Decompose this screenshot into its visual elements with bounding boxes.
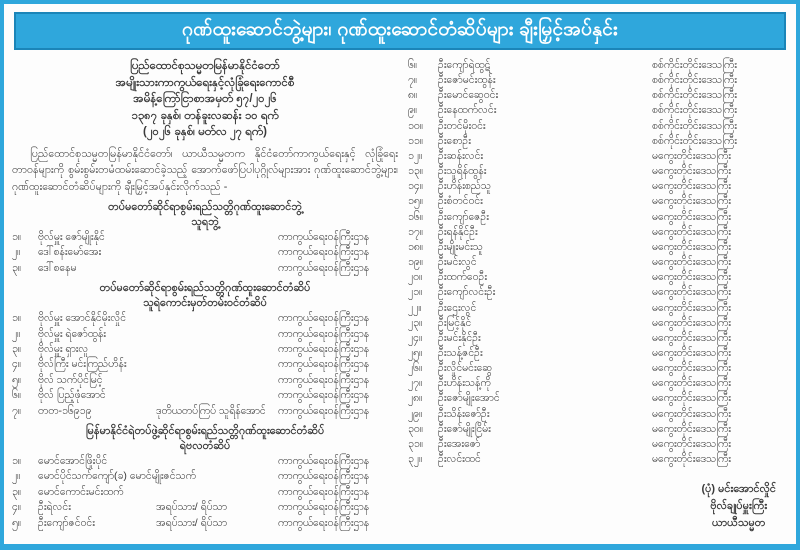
list-item: [408, 58, 784, 73]
item-name: ဗိုလ်မှူး ရဲဇော်ထွန်း: [38, 327, 106, 340]
list-item: [12, 500, 398, 515]
section-3-subtitle: ရဲဗလတံဆိပ်: [179, 440, 231, 453]
list-item: [408, 391, 784, 406]
item-number: ၁၅။: [408, 195, 423, 208]
item-detail: [156, 311, 278, 326]
item-number: ၄။: [12, 501, 22, 514]
list-item: [408, 316, 784, 331]
item-number: ၁၀။: [408, 119, 423, 132]
list-item: [408, 103, 784, 118]
item-name: မောင်ပိုင်သက်ကျော်(ခ) မောင်မျိုးဇင်သက်: [38, 470, 197, 483]
item-number: ၁၉။: [408, 256, 423, 269]
item-organization: မကွေးတိုင်းဒေသကြီး: [652, 195, 731, 208]
item-organization: မကွေးတိုင်းဒေသကြီး: [652, 256, 731, 269]
document-body: [4, 56, 796, 532]
item-name: ဗိုလ်မှူး အောင်နိုင်မိုးလှိုင်: [38, 312, 127, 325]
list-item: [408, 361, 784, 376]
item-organization: မကွေးတိုင်းဒေသကြီး: [652, 180, 731, 193]
list-item: [12, 516, 398, 531]
section-2-list: [12, 311, 398, 419]
left-column: [12, 58, 404, 532]
section-1-subtitle: သူရဘွဲ့: [191, 216, 219, 228]
item-name: ဦးဌေးလွင်: [438, 301, 477, 314]
item-detail: [156, 373, 278, 388]
item-organization: မကွေးတိုင်းဒေသကြီး: [652, 331, 731, 344]
heading-line: ၁၃၈၇ ခုနှစ်၊ တန်ခူးလဆန်း ၁၀ ရက်: [131, 109, 279, 122]
list-item: [408, 301, 784, 316]
item-organization: ကာကွယ်ရေးဝန်ကြီးဌာန: [278, 327, 370, 340]
list-item: [12, 454, 398, 469]
item-name: မောင်ကောင်းမင်းထက်: [38, 485, 124, 498]
item-name: ဦးသူရိန်ထွန်း: [438, 165, 487, 178]
item-number: ၃။: [12, 343, 22, 356]
list-item: [12, 245, 398, 260]
item-name: ဦးလင်းထင်: [438, 453, 481, 466]
item-number: ၅။: [12, 516, 22, 529]
item-organization: မကွေးတိုင်းဒေသကြီး: [652, 407, 731, 420]
item-organization: မကွေးတိုင်းဒေသကြီး: [652, 422, 731, 435]
item-name: ဦးသိန်းဇော်ဦး: [438, 407, 490, 420]
item-organization: မကွေးတိုင်းဒေသကြီး: [652, 346, 731, 359]
item-organization: ကာကွယ်ရေးဝန်ကြီးဌာန: [278, 404, 370, 417]
list-item: [408, 285, 784, 300]
item-detail: [156, 261, 278, 276]
item-name: ဦးကျော်ရဲထွဋ်: [438, 59, 491, 71]
item-number: ၂၁။: [408, 286, 423, 299]
item-organization: ကာကွယ်ရေးဝန်ကြီးဌာန: [278, 389, 370, 402]
list-item: [408, 134, 784, 149]
signatory-name: (ပုံ) မင်းအောင်လှိုင်: [701, 483, 776, 496]
item-organization: စစ်ကိုင်းတိုင်းဒေသကြီး: [652, 89, 737, 102]
item-detail: [156, 342, 278, 357]
item-organization: ကာကွယ်ရေးဝန်ကြီးဌာန: [278, 455, 370, 468]
item-number: ၂၆။: [408, 362, 423, 375]
list-item: [408, 164, 784, 179]
list-item: [408, 210, 784, 225]
list-item: [12, 261, 398, 276]
item-number: ၂၅။: [408, 346, 423, 359]
list-item: [408, 255, 784, 270]
item-number: ၇။: [12, 404, 22, 417]
item-detail: [156, 327, 278, 342]
item-name: ဦးဟိန်းစည်သူ: [438, 180, 492, 193]
list-item: [12, 388, 398, 403]
item-name: ဦးစံတင်ဝင်း: [438, 195, 483, 208]
list-item: [12, 327, 398, 342]
item-number: ၃။: [12, 485, 22, 498]
item-organization: မကွေးတိုင်းဒေသကြီး: [652, 165, 731, 178]
heading-line: ပြည်ထောင်စုသမ္မတမြန်မာနိုင်ငံတော်: [129, 60, 281, 72]
item-organization: မကွေးတိုင်းဒေသကြီး: [652, 377, 731, 390]
item-number: ၁၇။: [408, 225, 423, 238]
item-number: ၃၁။: [408, 437, 423, 450]
item-number: ၂။: [12, 470, 21, 483]
item-number: ၇။: [408, 74, 418, 87]
item-name: ဦးရန်နိုင်ဦး: [438, 225, 478, 238]
item-organization: မကွေးတိုင်းဒေသကြီး: [652, 392, 731, 405]
item-organization: ကာကွယ်ရေးဝန်ကြီးဌာန: [278, 485, 370, 498]
item-detail: [156, 485, 278, 500]
item-number: ၁၁။: [408, 134, 423, 147]
item-organization: ကာကွယ်ရေးဝန်ကြီးဌာန: [278, 343, 370, 356]
title-banner: [14, 12, 786, 50]
item-name: ဦးနေထက်လင်း: [438, 104, 497, 117]
item-name: ဦးမျိုးမင်းသူ: [438, 240, 483, 253]
section-1-title: တပ်မတော်ဆိုင်ရာစွမ်းရည်သတ္တိဂုဏ်ထူးဆောင်ဘွဲ့: [108, 201, 302, 213]
item-number: ၁။: [12, 455, 22, 468]
item-organization: မကွေးတိုင်းဒေသကြီး: [652, 362, 731, 375]
item-organization: မကွေးတိုင်းဒေသကြီး: [652, 286, 731, 299]
item-organization: စစ်ကိုင်းတိုင်းဒေသကြီး: [652, 104, 737, 117]
item-organization: မကွေးတိုင်းဒေသကြီး: [652, 316, 731, 329]
list-item: [408, 119, 784, 134]
item-organization: ကာကွယ်ရေးဝန်ကြီးဌာန: [278, 261, 370, 274]
item-number: ၂။: [12, 327, 21, 340]
item-name: တတ-၁၆၉၁၉: [38, 404, 92, 417]
list-item: [12, 230, 398, 245]
section-3-title: မြန်မာနိုင်ငံရဲတပ်ဖွဲ့ဆိုင်ရာစွမ်းရည်သတ္တိဂုဏ်ထူးဆောင်တံဆိပ်: [85, 425, 325, 438]
item-number: ၁။: [12, 231, 22, 243]
list-item: [12, 485, 398, 500]
item-number: ၄။: [12, 358, 22, 371]
item-name: မောင်အောင်ဖြိုးပိုင်: [38, 455, 108, 468]
item-detail: အရပ်သား/ ရိပ်သာ: [156, 501, 228, 514]
item-number: ၁၂။: [408, 149, 423, 162]
item-number: ၂၄။: [408, 331, 423, 344]
item-number: ၉။: [408, 104, 418, 117]
item-name: ဦးထက်ဝေဦး: [438, 271, 488, 284]
item-organization: ကာကွယ်ရေးဝန်ကြီးဌာန: [278, 373, 370, 386]
item-organization: စစ်ကိုင်းတိုင်းဒေသကြီး: [652, 134, 737, 147]
list-item: [408, 149, 784, 164]
item-organization: မကွေးတိုင်းဒေသကြီး: [652, 149, 731, 162]
item-name: ဦးအေးဇော်: [438, 437, 481, 450]
item-number: ၆။: [408, 59, 418, 71]
item-number: ၂၃။: [408, 316, 423, 329]
list-item: [12, 342, 398, 357]
item-number: ၈။: [408, 89, 418, 102]
item-number: ၃။: [12, 261, 22, 274]
item-name: ဦးဆန်းလင်း: [438, 149, 484, 162]
item-number: ၂၉။: [408, 407, 423, 420]
item-name: ဦးဟိန်းသန့်ကို: [438, 377, 491, 390]
item-number: ၂၈။: [408, 392, 423, 405]
item-name: ဦးစောဦး: [438, 134, 471, 147]
item-number: ၂၂။: [408, 301, 422, 314]
item-organization: ကာကွယ်ရေးဝန်ကြီးဌာန: [278, 516, 370, 529]
item-name: ဦးကျော်ဇင်ဝင်း: [38, 516, 95, 529]
item-organization: စစ်ကိုင်းတိုင်းဒေသကြီး: [652, 119, 737, 132]
list-item: [12, 311, 398, 326]
continuation-list: [408, 58, 784, 467]
item-number: ၂။: [12, 246, 21, 259]
list-item: [408, 240, 784, 255]
item-organization: ကာကွယ်ရေးဝန်ကြီးဌာန: [278, 312, 370, 325]
item-name: ဦးဇော်မျိုးအောင်: [438, 392, 500, 405]
list-item: [408, 452, 784, 467]
item-organization: ကာကွယ်ရေးဝန်ကြီးဌာန: [278, 246, 370, 259]
item-name: ဦးလှိုင်မင်းဆွေ: [438, 362, 493, 375]
section-2-subtitle: သူရဲကောင်းမှတ်တမ်းဝင်တံဆိပ်: [143, 297, 267, 310]
item-number: ၁၃။: [408, 165, 423, 178]
list-item: [408, 88, 784, 103]
list-item: [408, 407, 784, 422]
item-organization: မကွေးတိုင်းဒေသကြီး: [652, 271, 731, 284]
item-organization: မကွေးတိုင်းဒေသကြီး: [652, 301, 731, 314]
item-name: ဒေါ်စနေမ: [38, 261, 77, 274]
section-1-list: [12, 230, 398, 276]
signatory-title: ယာယီသမ္မတ: [711, 517, 766, 530]
list-item: [408, 376, 784, 391]
list-item: [408, 194, 784, 209]
item-organization: မကွေးတိုင်းဒေသကြီး: [652, 225, 731, 238]
item-organization: ကာကွယ်ရေးဝန်ကြီးဌာန: [278, 231, 370, 243]
item-organization: မကွေးတိုင်းဒေသကြီး: [652, 437, 731, 450]
item-detail: ဒုတိယတပ်ကြပ် သူရိန်အောင်: [156, 404, 266, 417]
item-number: ၁၄။: [408, 180, 423, 193]
intro-paragraph: ပြည်ထောင်စုသမ္မတမြန်မာနိုင်ငံတော်၊ ယာယီသမ္မတက နိုင်ငံတော်ကာကွယ်ရေးနှင့် လုံခြုံရေးတာဝန်များကို စွမ်းစွမ်းတမံထမ်းဆောင်ခဲ့သည့် အောက်ဖော်ပြပါပုဂ္ဂိုလ်များအား ဂုဏ်ထူးဆောင်ဘွဲ့များ၊ ဂုဏ်ထူးဆောင်တံဆိပ်များကို ချီးမြှင့်အပ်နှင်းလိုက်သည် -: [12, 147, 398, 193]
list-item: [408, 346, 784, 361]
item-detail: [156, 469, 278, 484]
heading-line: အမိန့်ကြော်ငြာစာအမှတ် ၅၇/၂၀၂၆: [133, 93, 277, 105]
signatory-rank: ဗိုလ်ချုပ်မှူးကြီး: [710, 500, 768, 513]
right-column: [404, 58, 784, 532]
list-item: [408, 73, 784, 88]
item-name: ဦးကျော်ဇေဦး: [438, 210, 489, 223]
banner-title: ဂုဏ်ထူးဆောင်ဘွဲ့များ၊ ဂုဏ်ထူးဆောင်တံဆိပ်များ ချီးမြှင့်အပ်နှင်း: [182, 19, 618, 40]
item-number: ၃၀။: [408, 422, 423, 435]
list-item: [408, 179, 784, 194]
item-name: ဦးကျော်လင်းဦး: [438, 286, 496, 299]
list-item: [12, 357, 398, 372]
item-name: ဗိုလ်မှူး ရှားလူ: [38, 343, 89, 356]
item-name: ဗိုလ် သက်ပိုင်မြင့်: [38, 373, 103, 386]
item-organization: စစ်ကိုင်းတိုင်းဒေသကြီး: [652, 59, 737, 71]
item-number: ၂၇။: [408, 377, 423, 390]
document-heading: [12, 58, 398, 141]
list-item: [12, 373, 398, 388]
item-number: ၆။: [12, 389, 22, 402]
item-name: ဦးရဲလင်း: [38, 501, 71, 514]
item-organization: ကာကွယ်ရေးဝန်ကြီးဌာန: [278, 501, 370, 514]
item-organization: ကာကွယ်ရေးဝန်ကြီးဌာန: [278, 470, 370, 483]
item-organization: မကွေးတိုင်းဒေသကြီး: [652, 210, 731, 223]
list-item: [408, 225, 784, 240]
item-name: ဦးသန့်ဇင်ဦး: [438, 346, 483, 359]
list-item: [12, 404, 398, 419]
list-item: [408, 422, 784, 437]
item-number: ၁၆။: [408, 210, 423, 223]
list-item: [408, 437, 784, 452]
item-organization: မကွေးတိုင်းဒေသကြီး: [652, 453, 731, 466]
item-number: ၁။: [12, 312, 22, 325]
section-3-list: [12, 454, 398, 531]
item-organization: စစ်ကိုင်းတိုင်းဒေသကြီး: [652, 74, 737, 87]
item-name: ဦးတင်မိုးဝင်း: [438, 119, 486, 132]
item-name: ဦးမင်းနိုင်ဦး: [438, 331, 481, 344]
item-detail: [156, 245, 278, 260]
item-name: ဦးမောင်ဆွေဝင်း: [438, 89, 499, 102]
item-name: ဗိုလ်ကြီး မင်းကြည်ဟိန်း: [38, 358, 127, 371]
item-detail: [156, 454, 278, 469]
item-detail: [156, 388, 278, 403]
list-item: [408, 270, 784, 285]
heading-line: (၂၀၂၆ ခုနှစ်၊ မတ်လ ၂၇ ရက်): [143, 126, 267, 138]
list-item: [12, 469, 398, 484]
signature-block: [408, 481, 784, 532]
heading-line: အမျိုးသားကာကွယ်ရေးနှင့်လုံခြုံရေးကောင်စီ: [115, 76, 295, 89]
item-number: ၃၂။: [408, 453, 423, 466]
list-item: [408, 331, 784, 346]
item-name: ဦးမြင့်နိုင်: [438, 316, 472, 329]
item-name: ဦးမင်းလွင်: [438, 256, 477, 269]
item-number: ၅။: [12, 373, 22, 386]
item-organization: ကာကွယ်ရေးဝန်ကြီးဌာန: [278, 358, 370, 371]
item-name: ဦးဇော်မျိုးငြိမ်း: [438, 422, 491, 435]
item-name: ဦးဇော်မင်းထွန်း: [438, 74, 496, 87]
section-2-title: တပ်မတော်ဆိုင်ရာစွမ်းရည်သတ္တိဂုဏ်ထူးဆောင်တံဆိပ်: [99, 282, 311, 295]
item-detail: [156, 357, 278, 372]
item-name: ဗိုလ် ပြည့်ဖုံအောင်: [38, 389, 106, 402]
item-number: ၂၀။: [408, 271, 423, 284]
item-number: ၁၈။: [408, 240, 424, 253]
item-name: ဗိုလ်မှူး ဇော်မျိုးနိုင်: [38, 231, 105, 243]
item-detail: [156, 230, 278, 245]
item-organization: မကွေးတိုင်းဒေသကြီး: [652, 240, 731, 253]
item-detail: အရပ်သား/ ရိပ်သာ: [156, 516, 228, 529]
item-name: ဒေါ်စန်းမော်အေး: [38, 246, 102, 259]
